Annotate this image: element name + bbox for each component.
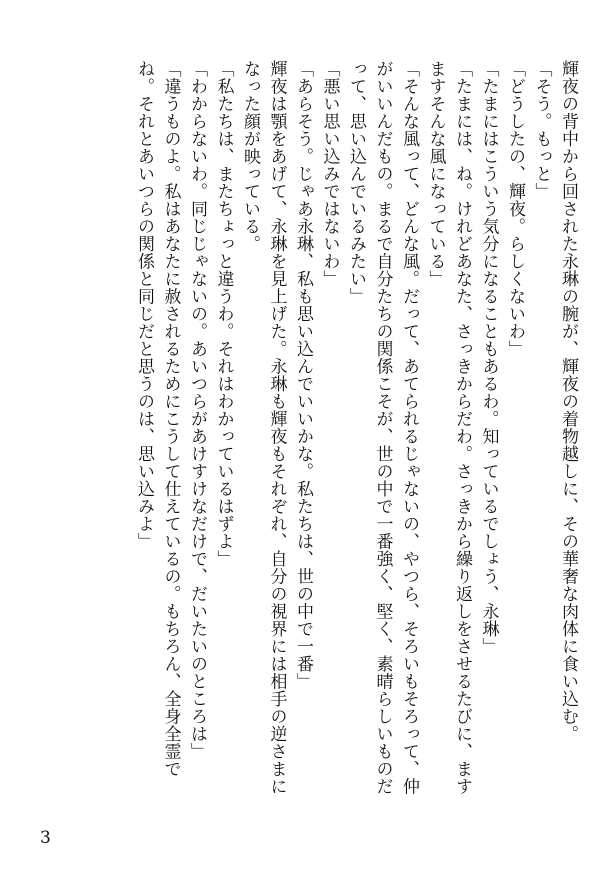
dialogue-line: 「たまにはこういう気分になることもあるわ。知っているでしょう、永琳」 (478, 60, 499, 655)
dialogue-line: 「違うものよ。私はあなたに赦されるためにこうして仕えているの。もちろん、全身全霊でね。それとあいつらの関係と同じだと思うのは、思い込みよ」 (134, 60, 181, 778)
dialogue-line: 「そう。もっと」 (531, 60, 552, 200)
dialogue-line: 「わからないわ。同じじゃないの。あいつらがあけすけなだけで、だいたいのところは」 (187, 60, 207, 760)
dialogue-line: 「悪い思い込みではないわ」 (319, 60, 340, 288)
paragraph: 輝夜は顎をあげて、永琳を見上げた。永琳も輝夜もそれぞれ、自分の視界には相手の逆さまになった顔が映っている。 (240, 60, 287, 795)
vertical-text-body (61, 60, 581, 800)
dialogue-line: 「そんな風って、どんな風。だって、あてられるじゃないの、やつら、そろいもそろって、仲がいいんだもの。まるで自分たちの関係こそが、世の中で一番強く、堅く、素晴らしいものだって、思い込んでいるみたい」 (346, 60, 419, 795)
dialogue-line: 「たまには、ね。けれどあなた、さっきからだわ。さっきから繰り返しをさせるたびに、ますますそんな風になっている」 (425, 60, 472, 795)
dialogue-line: 「どうしたの、輝夜。らしくないわ」 (505, 60, 525, 358)
paragraph: 輝夜の背中から回された永琳の腕が、輝夜の着物越しに、その華奢な肉体に食い込む。 (558, 60, 578, 743)
dialogue-line: 「あらそう。じゃあ永琳、私も思い込んでいいかな。私たちは、世の中で一番」 (293, 60, 313, 690)
dialogue-line: 「私たちは、またちょっと違うわ。それはわかっているはずよ」 (213, 60, 234, 568)
page-number: 3 (40, 828, 51, 848)
